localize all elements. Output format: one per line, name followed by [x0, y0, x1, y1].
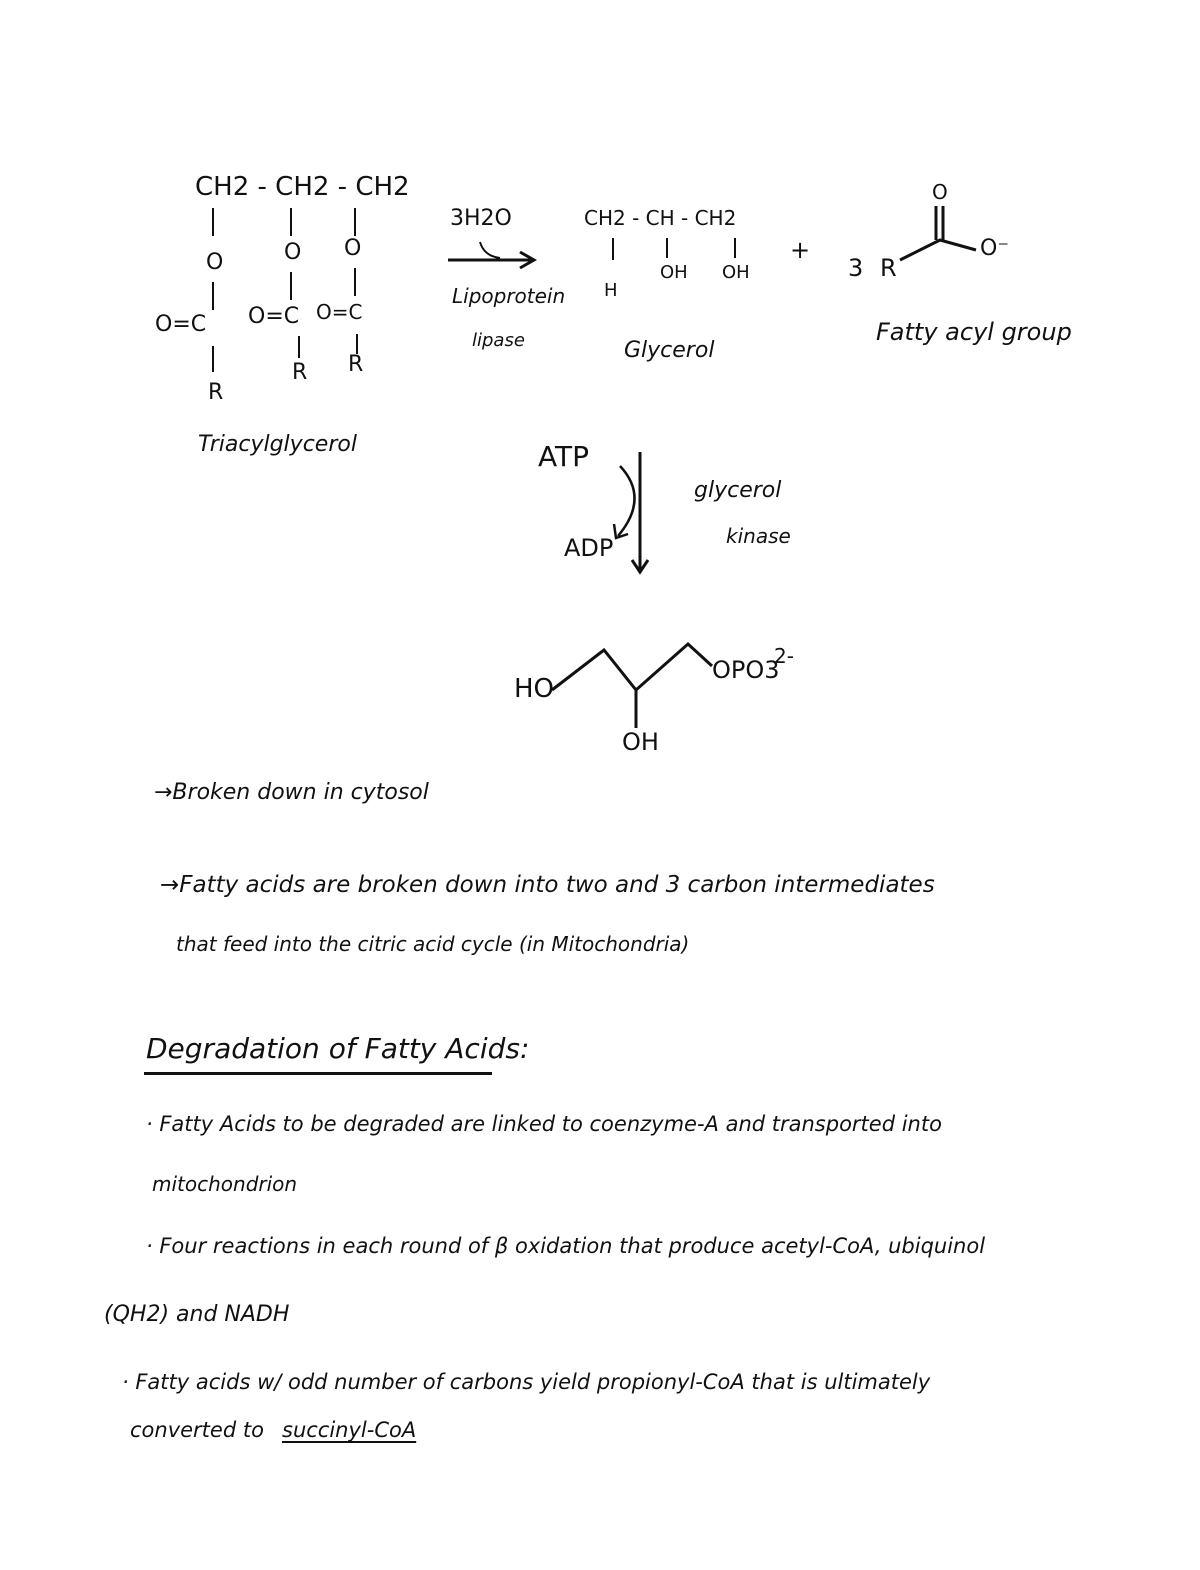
r-group-1: R: [208, 380, 224, 405]
lipase-label: lipase: [472, 330, 525, 351]
bullet-1-line-1: · Fatty Acids to be degraded are linked to coenzyme-A and transported into: [146, 1112, 942, 1136]
bond: [290, 208, 292, 236]
r-group-2: R: [292, 360, 308, 385]
note-cytosol: →Broken down in cytosol: [154, 780, 429, 805]
bullet-3-line-1: · Fatty acids w/ odd number of carbons yield propionyl-CoA that is ultimately: [122, 1370, 931, 1394]
product-ho: HO: [514, 674, 555, 704]
acyl-carbonyl-oxygen: O: [932, 180, 948, 204]
adp-label: ADP: [564, 534, 614, 562]
water-reagent: 3H2O: [450, 206, 512, 231]
product-skeleton: [548, 636, 728, 736]
r-group-3: R: [348, 352, 364, 377]
fatty-acyl-label: Fatty acyl group: [876, 318, 1072, 346]
acyl-o-minus: O⁻: [980, 236, 1009, 261]
carbonyl-1: O=C: [155, 312, 207, 337]
succinyl-coa-underlined: succinyl-CoA: [282, 1418, 417, 1442]
note-fatty-acids-line-2: that feed into the citric acid cycle (in Mitochondria): [176, 932, 690, 956]
oxygen-2: O: [284, 240, 302, 265]
bond: [290, 272, 292, 300]
glycerol-kinase-label-1: glycerol: [694, 478, 782, 503]
stoichiometric-coefficient: 3: [848, 254, 864, 282]
acyl-r: R: [880, 254, 897, 282]
bond: [354, 208, 356, 236]
bond: [356, 334, 358, 354]
glycerol-backbone: CH2 - CH - CH2: [584, 206, 737, 230]
glycerol-oh-2: OH: [660, 262, 688, 283]
oxygen-3: O: [344, 236, 362, 261]
bond: [298, 336, 300, 358]
bond: [212, 208, 214, 236]
bond: [212, 282, 214, 310]
bond: [612, 238, 614, 260]
section-heading: Degradation of Fatty Acids:: [146, 1032, 530, 1065]
triacylglycerol-label: Triacylglycerol: [198, 432, 357, 457]
atp-label: ATP: [538, 440, 589, 473]
product-charge: 2-: [774, 644, 794, 668]
reaction-arrow: [440, 236, 540, 276]
glycerol-label: Glycerol: [624, 338, 715, 363]
note-fatty-acids-line-1: →Fatty acids are broken down into two and 3 carbon intermediates: [160, 872, 935, 898]
acyl-bonds: [896, 200, 986, 270]
bond: [734, 238, 736, 258]
lipoprotein-label: Lipoprotein: [452, 284, 566, 308]
triacylglycerol-backbone: CH2 - CH2 - CH2: [195, 172, 410, 202]
glycerol-oh-1: H: [604, 280, 618, 301]
bond: [354, 268, 356, 296]
bullet-1-line-2: mitochondrion: [152, 1172, 298, 1196]
bullet-2-line-2: (QH2) and NADH: [104, 1302, 290, 1327]
product-phosphate: OPO3: [712, 656, 780, 684]
bond: [212, 346, 214, 372]
bullet-3-line-2-prefix: converted to: [130, 1418, 264, 1442]
carbonyl-2: O=C: [248, 304, 300, 329]
glycerol-oh-3: OH: [722, 262, 750, 283]
oxygen-1: O: [206, 250, 224, 275]
bond: [666, 238, 668, 258]
carbonyl-3: O=C: [316, 300, 363, 324]
plus-sign: +: [790, 236, 811, 264]
glycerol-kinase-label-2: kinase: [726, 524, 791, 548]
heading-underline: [144, 1072, 492, 1075]
bullet-2-line-1: · Four reactions in each round of β oxidation that produce acetyl-CoA, ubiquinol: [146, 1234, 986, 1258]
product-oh: OH: [622, 728, 659, 756]
